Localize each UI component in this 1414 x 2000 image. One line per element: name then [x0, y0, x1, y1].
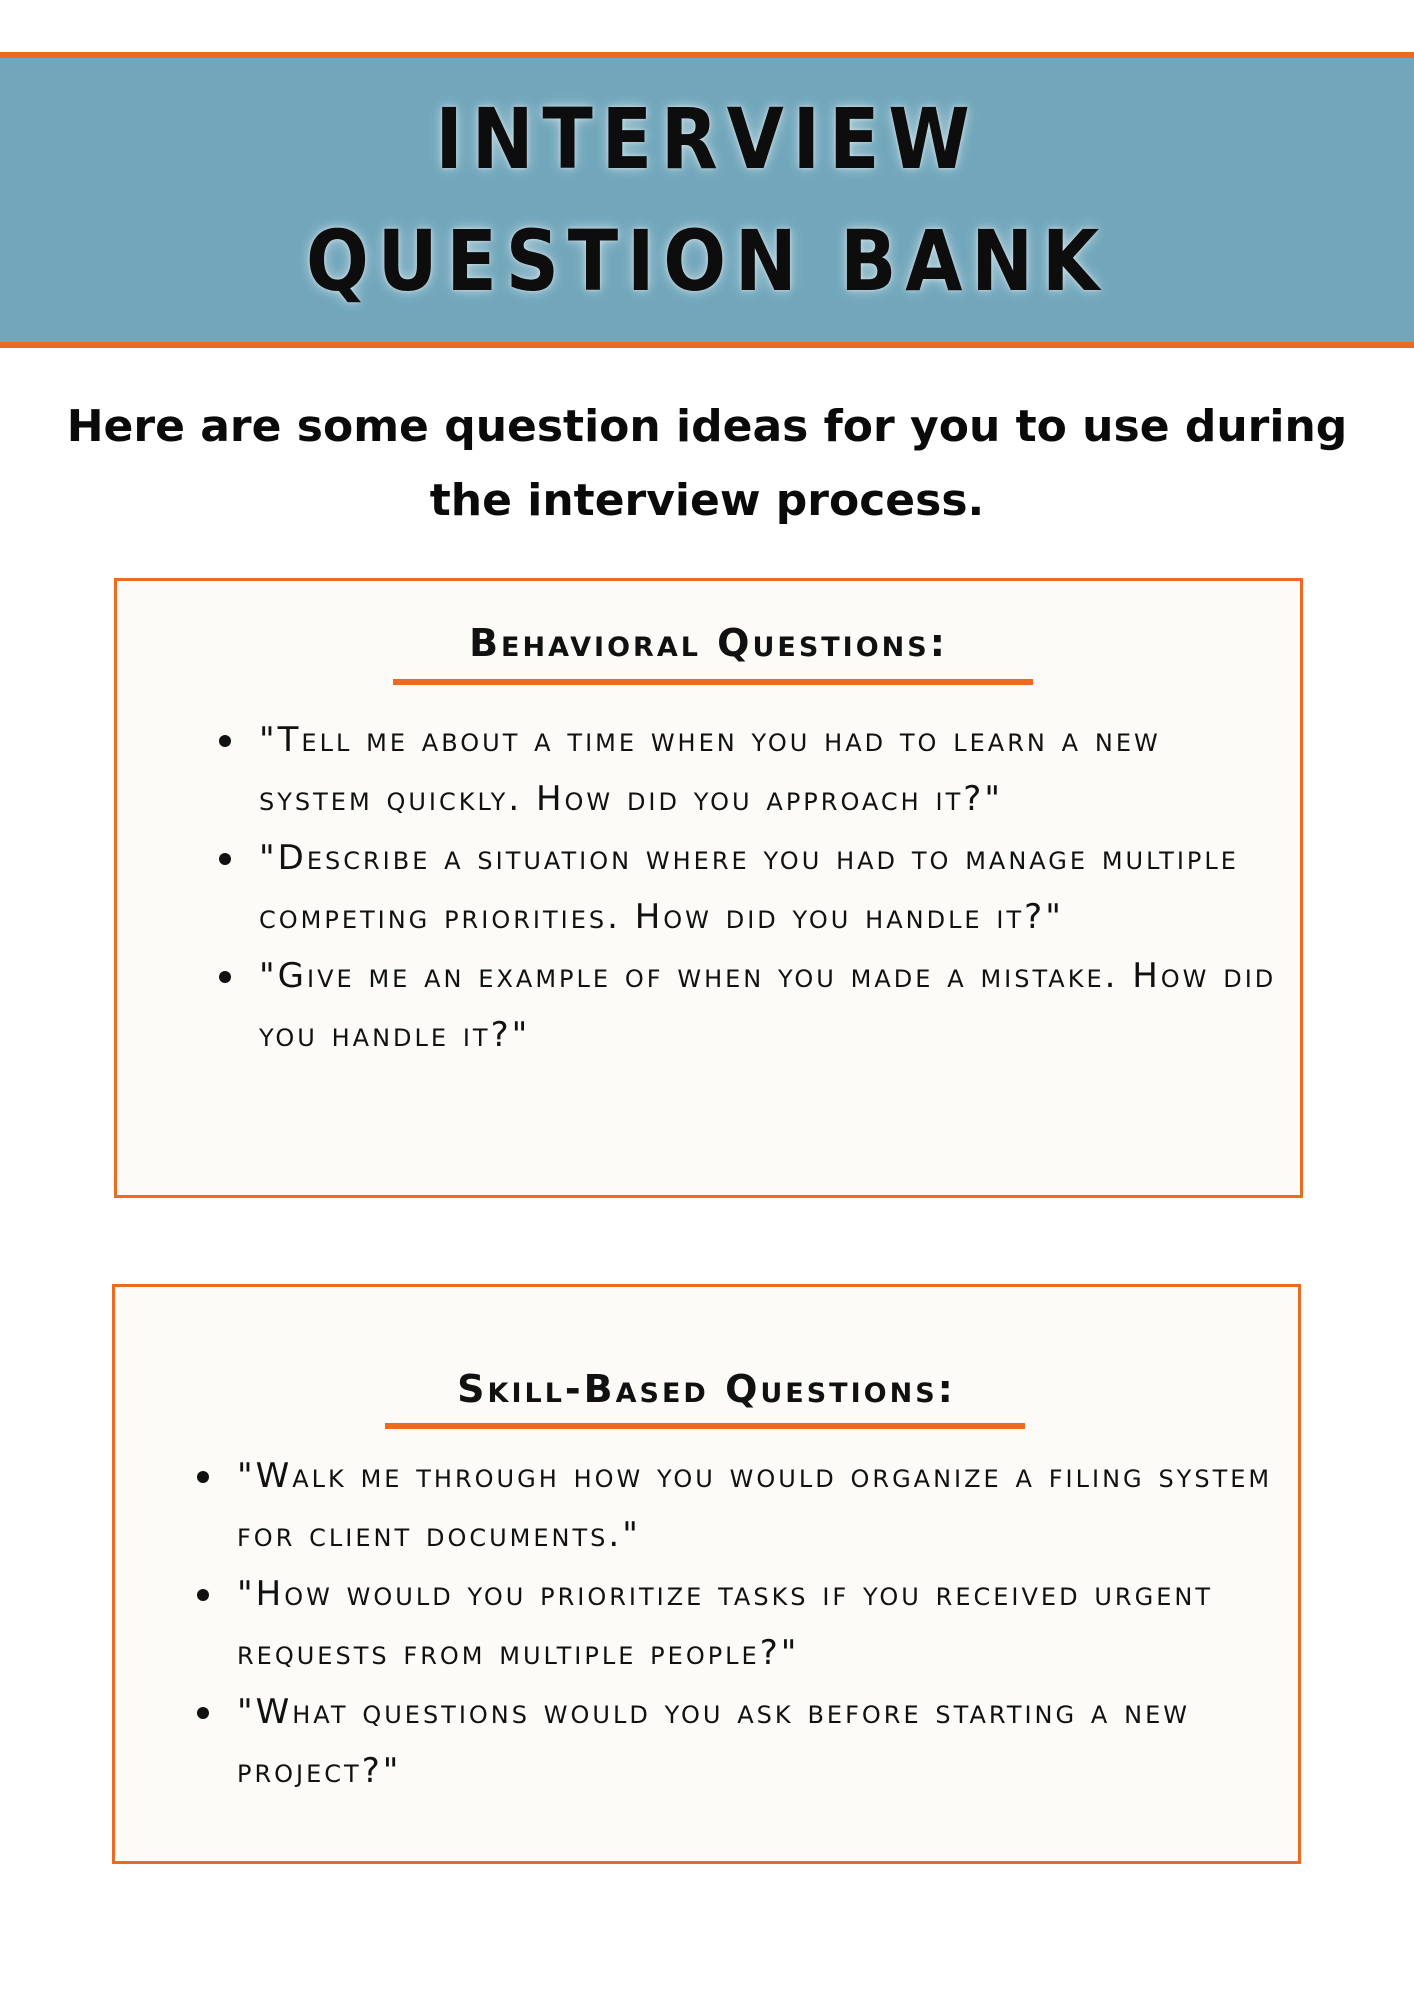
list-item	[215, 829, 1285, 947]
bullet-icon	[219, 971, 231, 983]
question-text: "Tell me about a time when you had to learn a new system quickly. How did you approach it?"	[259, 720, 1161, 819]
question-text: "Give me an example of when you made a mistake. How did you handle it?"	[259, 956, 1277, 1055]
intro-text: Here are some question ideas for you to use during the interview process.	[66, 401, 1348, 526]
section-heading: Skill-Based Questions:	[457, 1367, 956, 1411]
bullet-icon	[197, 1707, 209, 1719]
behavioral-questions-card	[114, 578, 1303, 1198]
list-item	[193, 1683, 1283, 1801]
bullet-icon	[197, 1471, 209, 1483]
bullet-icon	[197, 1589, 209, 1601]
question-text: "Describe a situation where you had to manage multiple competing priorities. How did you handle it?"	[259, 838, 1239, 937]
heading-underline	[393, 679, 1033, 685]
list-item	[193, 1565, 1283, 1683]
title-banner	[0, 52, 1414, 348]
question-list	[215, 711, 1285, 1065]
section-heading: Behavioral Questions:	[469, 621, 948, 665]
list-item	[193, 1447, 1283, 1565]
question-text: "What questions would you ask before starting a new project?"	[237, 1692, 1190, 1791]
list-item	[215, 947, 1285, 1065]
skill-based-questions-card	[112, 1284, 1301, 1864]
list-item	[215, 711, 1285, 829]
question-text: "How would you prioritize tasks if you received urgent requests from multiple people?"	[237, 1574, 1213, 1673]
bullet-icon	[219, 853, 231, 865]
heading-underline	[385, 1423, 1025, 1429]
bullet-icon	[219, 735, 231, 747]
page-title: INTERVIEW QUESTION BANK	[305, 90, 1109, 310]
question-list	[193, 1447, 1283, 1801]
question-text: "Walk me through how you would organize a filing system for client documents."	[237, 1456, 1273, 1555]
